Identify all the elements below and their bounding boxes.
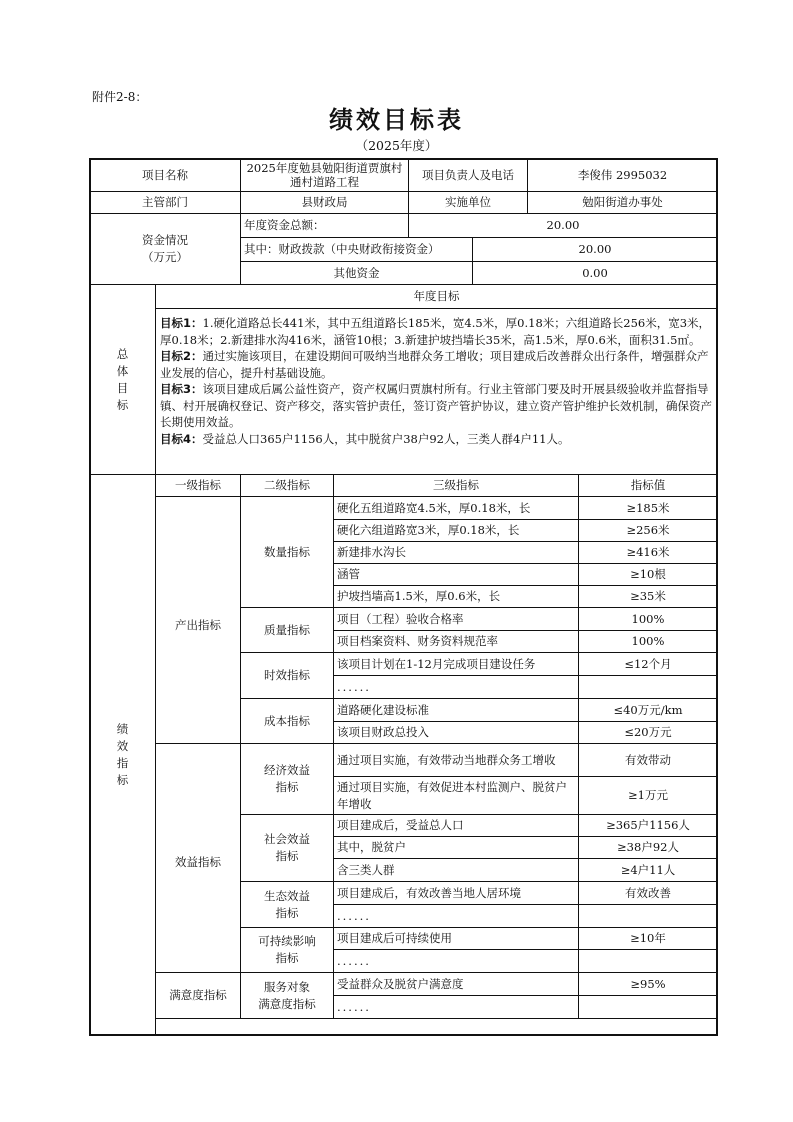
level2-indicator-label-line2: 指标 — [275, 905, 299, 920]
indicator-value-cell — [578, 563, 718, 586]
goal-label: 目标4： — [160, 431, 203, 446]
dept-value — [240, 191, 409, 214]
indicator-value-cell — [578, 652, 718, 676]
unit-value-text: 勉阳街道办事处 — [582, 195, 663, 209]
page-title: 绩效目标表 — [329, 105, 464, 134]
level3-indicator-cell — [333, 496, 579, 520]
header-level2 — [240, 474, 334, 497]
level3-indicator-text: ...... — [337, 680, 371, 694]
level3-indicator-cell — [333, 995, 579, 1019]
attachment-label: 附件2-8： — [92, 90, 148, 104]
goal-label: 目标1： — [160, 316, 203, 330]
indicator-value-text: ≥365户1156人 — [606, 818, 690, 832]
goal-text: 通过实施该项目，在建设期间可吸纳当地群众务工增收；项目建成后改善群众出行条件，增强群众产业发展的信心，提升村基础设施。 — [160, 349, 709, 380]
level3-indicator-cell — [333, 858, 579, 882]
funds-total-label — [240, 213, 409, 238]
indicator-value-text: ≥35米 — [630, 589, 666, 603]
level2-indicator-label-line1: 经济效益 — [264, 763, 310, 777]
level2-indicator-cell — [240, 814, 334, 882]
annual-goals-content — [155, 308, 718, 475]
level3-indicator-text: 项目档案资料、财务资料规范率 — [337, 634, 498, 648]
level3-indicator-cell — [333, 541, 579, 564]
indicator-value-cell — [578, 675, 718, 699]
level2-indicator-label: 质量指标 — [264, 622, 310, 637]
overall-goals-label — [89, 284, 156, 475]
indicator-value-text: ≥256米 — [626, 523, 670, 537]
dept-label-text: 主管部门 — [142, 195, 188, 209]
indicator-value-cell — [578, 776, 718, 815]
level3-indicator-cell — [333, 972, 579, 996]
dept-label — [89, 191, 241, 214]
indicator-value-text: ≥185米 — [626, 500, 670, 515]
level2-indicator-label-line2: 指标 — [275, 780, 299, 794]
level3-indicator-text: 项目建成后可持续使用 — [337, 931, 452, 945]
level2-indicator-label-line2: 满意度指标 — [258, 996, 316, 1011]
level2-indicator-cell — [240, 881, 334, 928]
level3-indicator-cell — [333, 675, 579, 699]
indicator-value-text: ≥38户92人 — [617, 840, 679, 854]
indicator-value-text: 100% — [631, 611, 665, 626]
funds-total-label-text: 年度资金总额： — [244, 218, 325, 232]
goal-label: 目标3： — [160, 382, 203, 396]
indicator-value-text: ≥4户11人 — [620, 862, 676, 877]
level3-indicator-text: 含三类人群 — [337, 862, 395, 877]
header-level3-text: 三级指标 — [433, 478, 479, 492]
goal-text: 该项目建成后属公益性资产，资产权属归贾旗村所有。行业主管部门要及时开展县级验收并监督指导镇、村开展确权登记、资产移交，落实管护责任，签订资产管护协议，建立资产管护维护长效机制，确保资产长期使用效益。 — [160, 382, 712, 429]
level2-indicator-label: 数量指标 — [264, 544, 310, 559]
indicator-value-cell — [578, 836, 718, 859]
goal-item — [160, 381, 713, 431]
project-name-label — [89, 158, 241, 192]
header-value — [578, 474, 718, 497]
level3-indicator-cell — [333, 721, 579, 744]
indicator-value-cell — [578, 995, 718, 1019]
funds-fiscal-label — [240, 237, 473, 262]
level2-indicator-cell — [240, 972, 334, 1019]
funds-fiscal-value-text: 20.00 — [578, 242, 612, 256]
project-name-value-text: 2025年度勉县勉阳街道贾旗村通村道路工程 — [246, 161, 403, 189]
level3-indicator-cell — [333, 814, 579, 837]
header-level1 — [155, 474, 241, 497]
level3-indicator-text: 通过项目实施，有效带动当地群众务工增收 — [337, 752, 556, 767]
funds-label — [89, 213, 241, 285]
indicator-value-cell — [578, 927, 718, 950]
funds-fiscal-label-text: 其中：财政拨款（中央财政衔接资金） — [244, 242, 440, 256]
indicator-value-cell — [578, 607, 718, 631]
level2-indicator-label-line1: 服务对象 — [264, 979, 310, 994]
header-level3 — [333, 474, 579, 497]
level3-indicator-cell — [333, 519, 579, 542]
indicator-value-cell — [578, 881, 718, 905]
level1-indicator-label: 满意度指标 — [169, 988, 227, 1002]
indicator-value-text: ≥10根 — [630, 567, 666, 581]
funds-total-value-text: 20.00 — [546, 218, 580, 232]
level3-indicator-text: 道路硬化建设标准 — [337, 702, 429, 717]
funds-other-label — [240, 261, 473, 285]
level2-indicator-cell — [240, 698, 334, 744]
indicator-value-cell — [578, 743, 718, 777]
level2-indicator-label: 成本指标 — [264, 713, 310, 728]
project-owner-label-text: 项目负责人及电话 — [422, 167, 514, 182]
overall-goals-label-char: 总 — [116, 346, 129, 361]
level3-indicator-cell — [333, 607, 579, 631]
level3-indicator-cell — [333, 585, 579, 608]
performance-indicators-label-char: 指 — [116, 756, 129, 770]
level3-indicator-cell — [333, 776, 579, 815]
performance-indicators-label — [89, 474, 156, 1036]
overall-goals-label-char: 体 — [116, 363, 129, 378]
level2-indicator-cell — [240, 743, 334, 815]
unit-label — [408, 191, 528, 214]
level3-indicator-text: 通过项目实施，有效促进本村监测户、脱贫户年增收 — [337, 779, 567, 811]
level3-indicator-cell — [333, 927, 579, 950]
indicator-value-cell — [578, 585, 718, 608]
level3-indicator-text: ...... — [337, 909, 371, 923]
funds-total-value — [408, 213, 718, 238]
level3-indicator-text: 涵管 — [337, 567, 360, 581]
level3-indicator-cell — [333, 630, 579, 653]
level3-indicator-text: 受益群众及脱贫户满意度 — [337, 976, 464, 991]
level2-indicator-label-line2: 指标 — [275, 951, 299, 965]
goal-item — [160, 315, 713, 348]
level3-indicator-cell — [333, 904, 579, 928]
indicator-value-cell — [578, 904, 718, 928]
indicator-value-text: 有效带动 — [625, 752, 671, 767]
level1-indicator-cell — [155, 496, 241, 744]
level3-indicator-text: 项目建成后，有效改善当地人居环境 — [337, 885, 521, 900]
funds-label-line1: 资金情况 — [142, 233, 188, 247]
project-name-label-text: 项目名称 — [142, 167, 188, 182]
indicator-value-cell — [578, 496, 718, 520]
indicator-value-text: ≤12个月 — [624, 656, 672, 671]
level1-indicator-label: 产出指标 — [175, 618, 221, 632]
level3-indicator-text: 其中，脱贫户 — [337, 840, 406, 854]
level3-indicator-text: ...... — [337, 1000, 371, 1014]
indicator-value-text: ≤20万元 — [624, 725, 672, 739]
level3-indicator-cell — [333, 698, 579, 722]
goal-text: 1.硬化道路总长441米，其中五组道路长185米，宽4.5米，厚0.18米；六组道路长256米，宽3米，厚0.18米；2.新建排水沟416米，涵管10根；3.新建护坡挡墙长35米，高1.5米，厚0.6米，面积31.5㎡。 — [160, 316, 711, 347]
level3-indicator-cell — [333, 836, 579, 859]
header-level1-text: 一级指标 — [175, 478, 221, 492]
funds-other-label-text: 其他资金 — [333, 265, 380, 280]
level3-indicator-text: 该项目计划在1-12月完成项目建设任务 — [337, 656, 536, 671]
project-name-value — [240, 158, 409, 192]
indicator-value-cell — [578, 519, 718, 542]
level2-indicator-label-line1: 生态效益 — [264, 888, 310, 903]
level2-indicator-label: 时效指标 — [264, 668, 310, 682]
page-subtitle: （2025年度） — [355, 138, 438, 153]
annual-goals-header — [155, 284, 718, 309]
indicator-value-cell — [578, 541, 718, 564]
funds-other-value-text: 0.00 — [582, 265, 608, 280]
funds-label-line2: （万元） — [142, 250, 188, 264]
indicator-value-cell — [578, 972, 718, 996]
level1-indicator-label: 效益指标 — [175, 855, 221, 869]
indicator-value-cell — [578, 949, 718, 973]
overall-goals-label-char: 标 — [116, 397, 129, 412]
indicator-value-cell — [578, 721, 718, 744]
level3-indicator-text: 硬化五组道路宽4.5米，厚0.18米，长 — [337, 500, 531, 515]
level3-indicator-text: 该项目财政总投入 — [337, 725, 429, 739]
project-owner-label — [408, 158, 528, 192]
funds-other-value — [472, 261, 718, 285]
level2-indicator-label-line1: 社会效益 — [264, 832, 310, 846]
level2-indicator-label-line1: 可持续影响 — [258, 934, 316, 948]
level3-indicator-cell — [333, 743, 579, 777]
header-value-text: 指标值 — [630, 478, 666, 492]
level1-indicator-cell — [155, 743, 241, 973]
project-owner-value — [527, 158, 718, 192]
indicator-value-text: ≥95% — [630, 976, 666, 991]
level3-indicator-text: 硬化六组道路宽3米，厚0.18米，长 — [337, 523, 520, 537]
annual-goals-header-text: 年度目标 — [413, 289, 460, 303]
level3-indicator-text: 项目建成后，受益总人口 — [337, 818, 464, 832]
level3-indicator-text: 护坡挡墙高1.5米，厚0.6米，长 — [337, 589, 501, 603]
level3-indicator-cell — [333, 949, 579, 973]
level3-indicator-cell — [333, 881, 579, 905]
level3-indicator-cell — [333, 563, 579, 586]
indicator-value-cell — [578, 814, 718, 837]
level2-indicator-cell — [240, 652, 334, 699]
performance-indicators-label-char: 标 — [116, 773, 129, 787]
level2-indicator-cell — [240, 496, 334, 608]
indicator-value-text: ≥416米 — [626, 545, 670, 559]
goal-label: 目标2： — [160, 349, 203, 363]
unit-label-text: 实施单位 — [445, 195, 491, 209]
indicator-value-text: ≥1万元 — [628, 788, 668, 802]
header-level2-text: 二级指标 — [264, 478, 310, 492]
level3-indicator-text: 新建排水沟长 — [337, 545, 406, 559]
indicator-value-text: ≥10年 — [630, 931, 666, 945]
performance-indicators-label-char: 效 — [116, 739, 129, 753]
level2-indicator-label-line2: 指标 — [275, 849, 299, 863]
level3-indicator-text: ...... — [337, 954, 371, 968]
funds-fiscal-value — [472, 237, 718, 262]
goal-item — [160, 431, 713, 448]
indicator-value-text: 有效改善 — [625, 885, 671, 900]
dept-value-text: 县财政局 — [301, 195, 348, 209]
indicator-value-cell — [578, 698, 718, 722]
project-owner-value-text: 李俊伟 2995032 — [577, 167, 668, 182]
level2-indicator-cell — [240, 607, 334, 653]
indicator-value-cell — [578, 630, 718, 653]
level3-indicator-cell — [333, 652, 579, 676]
level3-indicator-text: 项目（工程）验收合格率 — [337, 611, 464, 626]
level2-indicator-cell — [240, 927, 334, 973]
indicator-value-cell — [578, 858, 718, 882]
overall-goals-label-char: 目 — [116, 380, 129, 395]
unit-value — [527, 191, 718, 214]
performance-indicators-label-char: 绩 — [116, 722, 129, 736]
indicator-value-text: ≤40万元/km — [613, 702, 683, 717]
level1-indicator-cell — [155, 972, 241, 1019]
goal-item — [160, 348, 713, 381]
goal-text: 受益总人口365户1156人，其中脱贫户38户92人，三类人群4户11人。 — [202, 431, 570, 446]
indicator-value-text: 100% — [631, 634, 665, 648]
